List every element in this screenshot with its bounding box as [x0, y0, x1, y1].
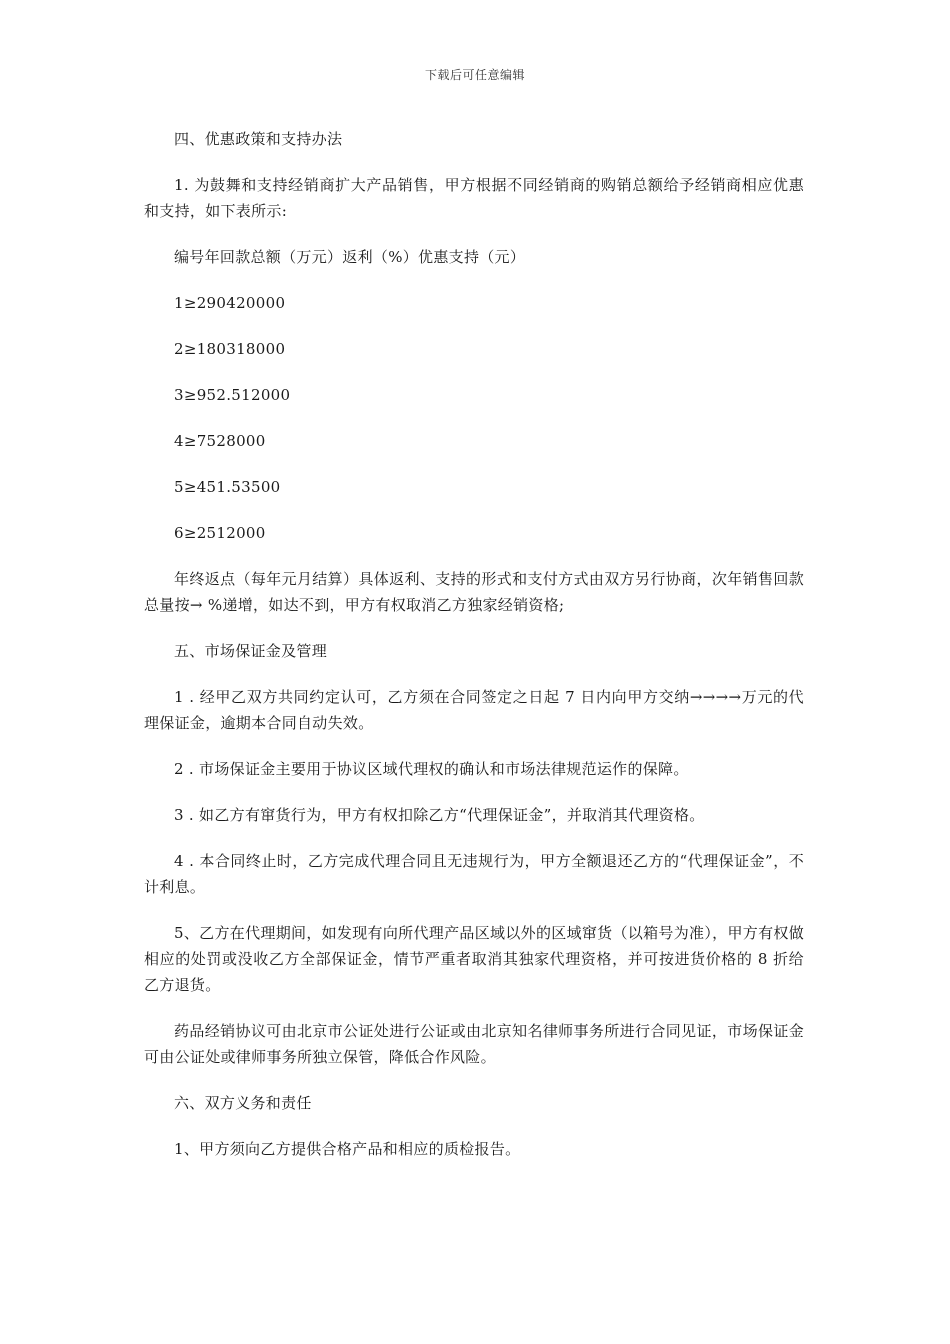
table-row: 4≥7528000: [174, 432, 266, 450]
table-row: 6≥2512000: [174, 524, 266, 542]
paragraph: 1. 为鼓舞和支持经销商扩大产品销售，甲方根据不同经销商的购销总额给予经销商相应优惠和支持，如下表所示:: [144, 176, 804, 220]
table-row: 5≥451.53500: [174, 478, 281, 496]
paragraph: 3 . 如乙方有窜货行为，甲方有权扣除乙方“代理保证金”，并取消其代理资格。: [174, 806, 705, 824]
header-note: 下载后可任意编辑: [424, 68, 525, 82]
paragraph: 2 . 市场保证金主要用于协议区域代理权的确认和市场法律规范运作的保障。: [174, 760, 689, 778]
document-body: [144, 126, 804, 1182]
paragraph: 4 . 本合同终止时，乙方完成代理合同且无违规行为，甲方全额退还乙方的“代理保证金”，不计利息。: [144, 852, 804, 896]
section-heading-5: 五、市场保证金及管理: [174, 642, 328, 660]
paragraph: 年终返点（每年元月结算）具体返利、支持的形式和支付方式由双方另行协商，次年销售回款总量按→ %递增，如达不到，甲方有权取消乙方独家经销资格;: [144, 570, 804, 614]
table-row: 2≥180318000: [174, 340, 286, 358]
table-row: 3≥952.512000: [174, 386, 291, 404]
section-heading-6: 六、双方义务和责任: [174, 1094, 312, 1112]
table-header-line: 编号年回款总额（万元）返利（%）优惠支持（元）: [174, 248, 526, 266]
paragraph: 药品经销协议可由北京市公证处进行公证或由北京知名律师事务所进行合同见证，市场保证金可由公证处或律师事务所独立保管，降低合作风险。: [144, 1022, 804, 1066]
paragraph: 1、甲方须向乙方提供合格产品和相应的质检报告。: [174, 1140, 521, 1158]
table-row: 1≥290420000: [174, 294, 286, 312]
paragraph: 1 . 经甲乙双方共同约定认可，乙方须在合同签定之日起 7 日内向甲方交纳→→→→万元的代理保证金，逾期本合同自动失效。: [144, 688, 804, 732]
paragraph: 5、乙方在代理期间，如发现有向所代理产品区域以外的区域窜货（以箱号为准），甲方有权做相应的处罚或没收乙方全部保证金，情节严重者取消其独家代理资格，并可按进货价格的 8 折给乙方退货。: [144, 924, 804, 994]
section-heading-4: 四、优惠政策和支持办法: [174, 130, 343, 148]
